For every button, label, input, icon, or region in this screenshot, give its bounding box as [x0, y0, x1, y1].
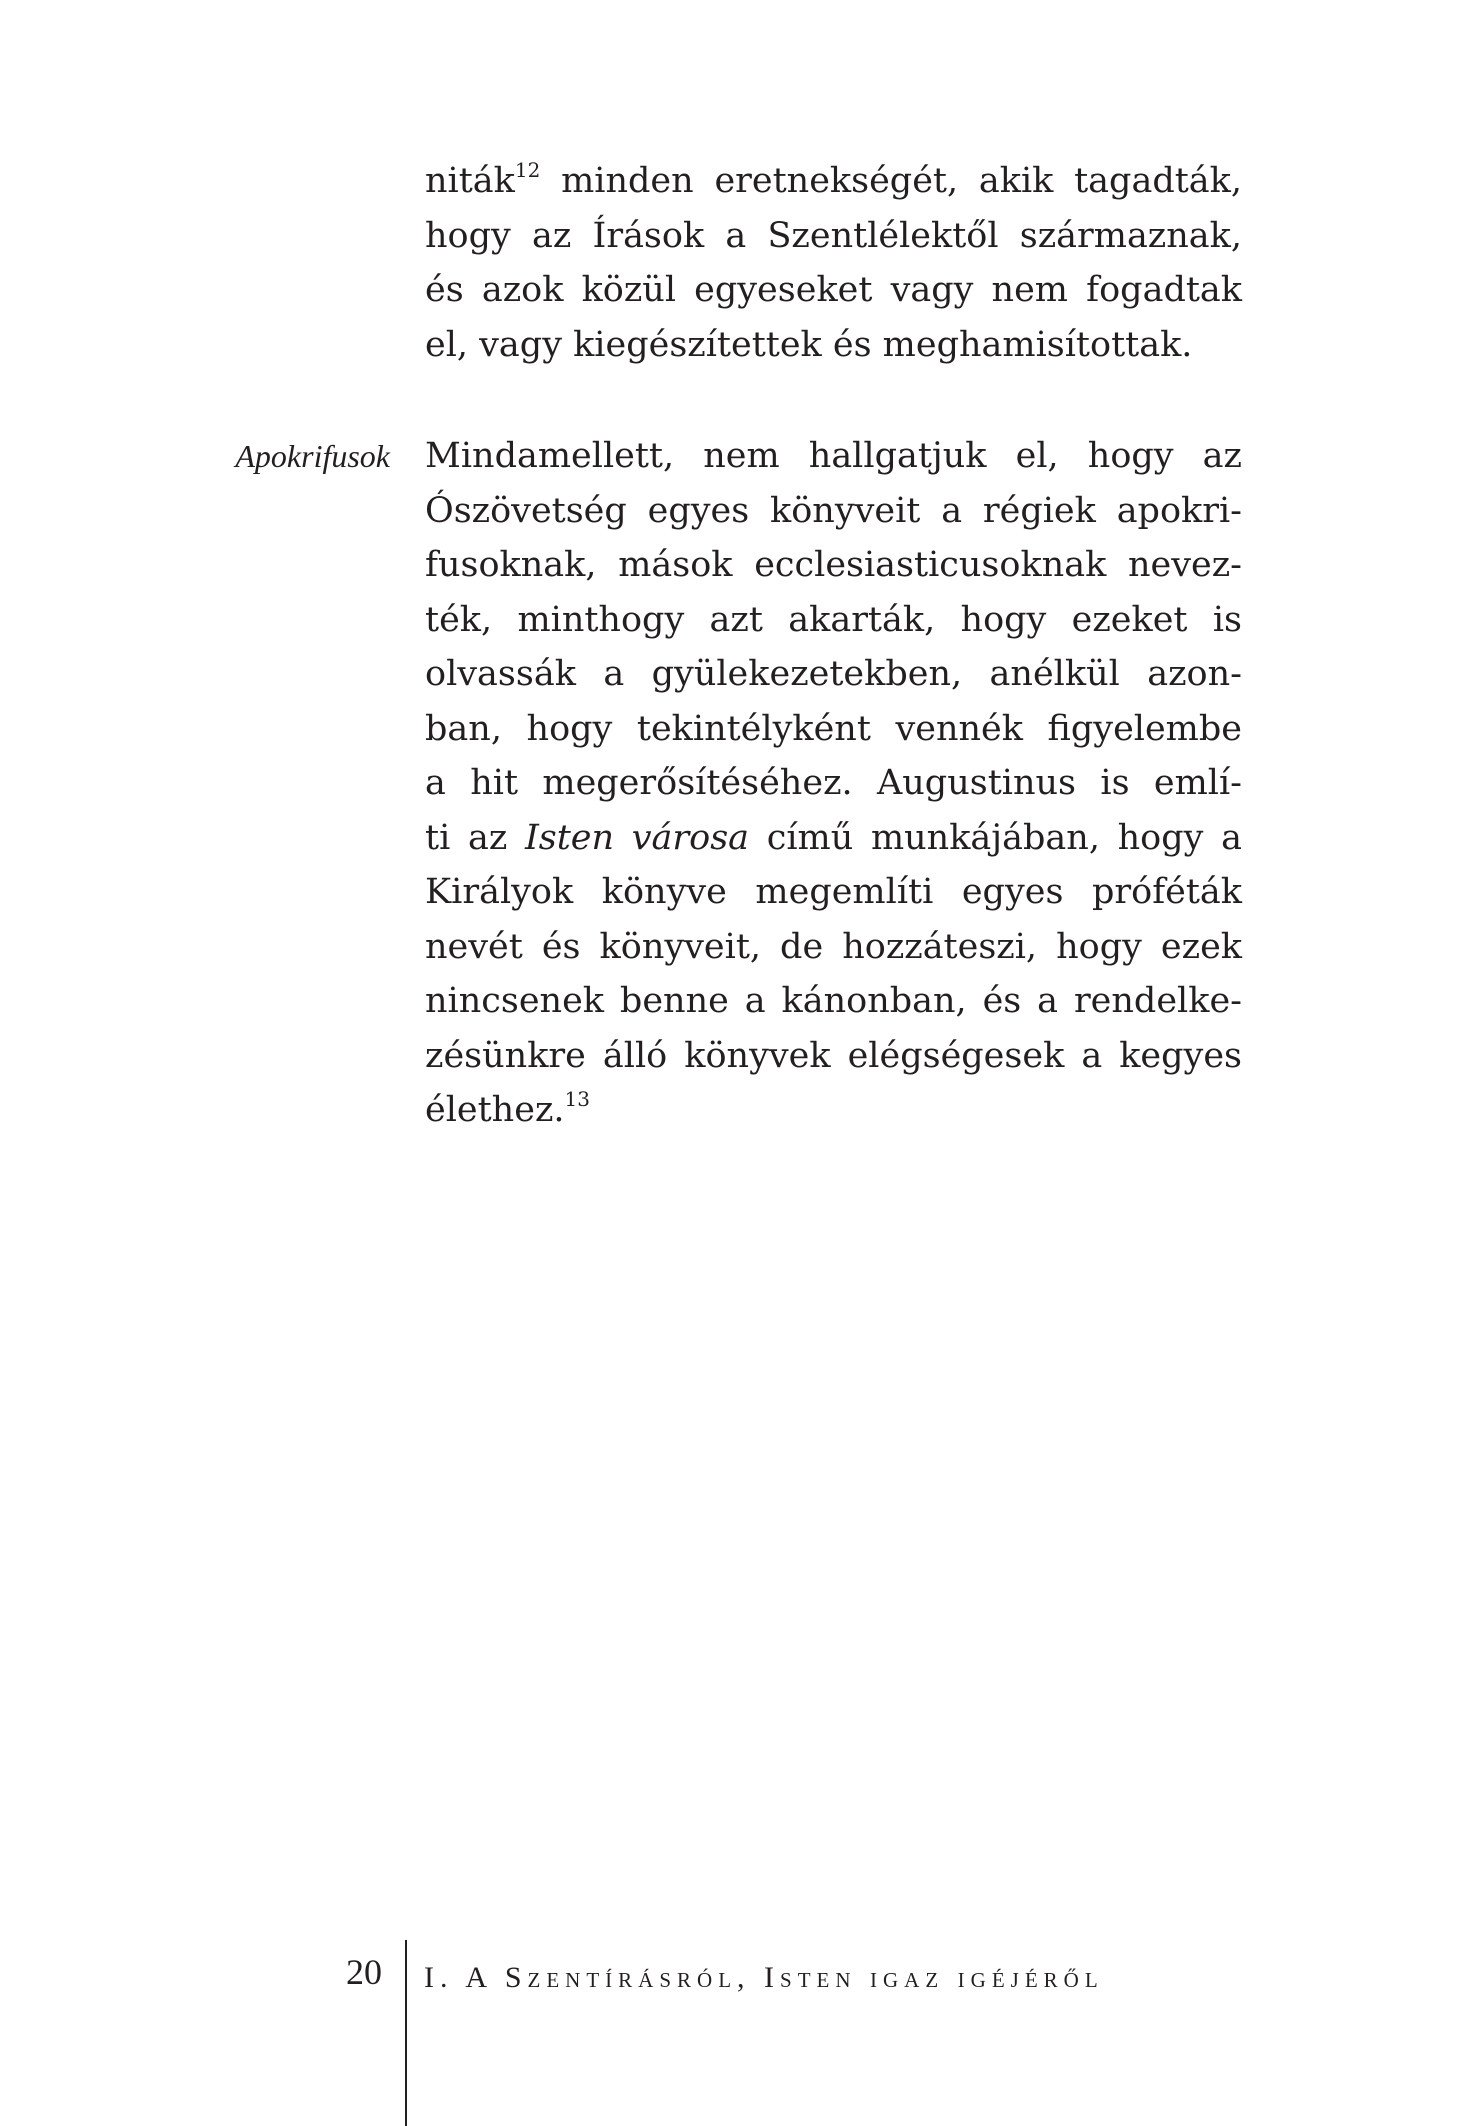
- text-line: hogy az Írások a Szentlélektől származnak,: [425, 215, 1242, 256]
- text-line: Királyok könyve megemlíti egyes próféták: [425, 872, 1242, 912]
- footer-divider: [405, 1940, 407, 2126]
- text-line: Ószövetség egyes könyveit a régiek apokri-: [425, 490, 1242, 531]
- text-line: fusoknak, mások ecclesiasticusoknak nevez-: [425, 545, 1242, 585]
- text-line: nincsenek benne a kánonban, és a rendelke-: [425, 981, 1242, 1021]
- text-line: a hit megerősítéséhez. Augustinus is emlí-: [425, 763, 1242, 803]
- text-line: olvassák a gyülekezetekben, anélkül azon-: [425, 654, 1242, 694]
- book-title-italic: Isten városa: [524, 817, 750, 858]
- text-line: [425, 154, 1242, 209]
- text-line: és azok közül egyeseket vagy nem fogadtak: [425, 270, 1242, 310]
- page-number: 20: [346, 1952, 382, 1992]
- running-head: [424, 1962, 1104, 1994]
- text-line: ték, minthogy azt akarták, hogy ezeket is: [425, 599, 1242, 640]
- text-run: minden eretnekségét, akik tagadták,: [540, 161, 1242, 201]
- footnote-ref-13: 13: [564, 1087, 590, 1112]
- text-run: élethez.: [425, 1090, 565, 1130]
- text-run: című munkájában, hogy a: [749, 817, 1242, 858]
- paragraph-apocrypha: [425, 429, 1242, 1138]
- text-line: nevét és könyveit, de hozzáteszi, hogy ezek: [425, 926, 1242, 967]
- running-head-text: I. A Szentírásról, Isten igaz igéjéről: [424, 1961, 1104, 1994]
- paragraph-continued: [425, 154, 1242, 372]
- text-line: [425, 811, 1242, 866]
- text-line: [425, 1083, 1242, 1138]
- text-line: ban, hogy tekintélyként vennék figyelembe: [425, 708, 1242, 749]
- text-line: Mindamellett, nem hallgatjuk el, hogy az: [425, 436, 1242, 476]
- text-line: el, vagy kiegészítettek és meghamisítottak.: [425, 324, 1193, 365]
- text-run: niták: [425, 161, 515, 201]
- text-run: ti az: [425, 817, 525, 858]
- footnote-ref-12: 12: [514, 158, 541, 183]
- text-line: zésünkre álló könyvek elégségesek a kegyes: [425, 1035, 1242, 1076]
- margin-note-apokrifusok: Apokrifusok: [235, 438, 390, 474]
